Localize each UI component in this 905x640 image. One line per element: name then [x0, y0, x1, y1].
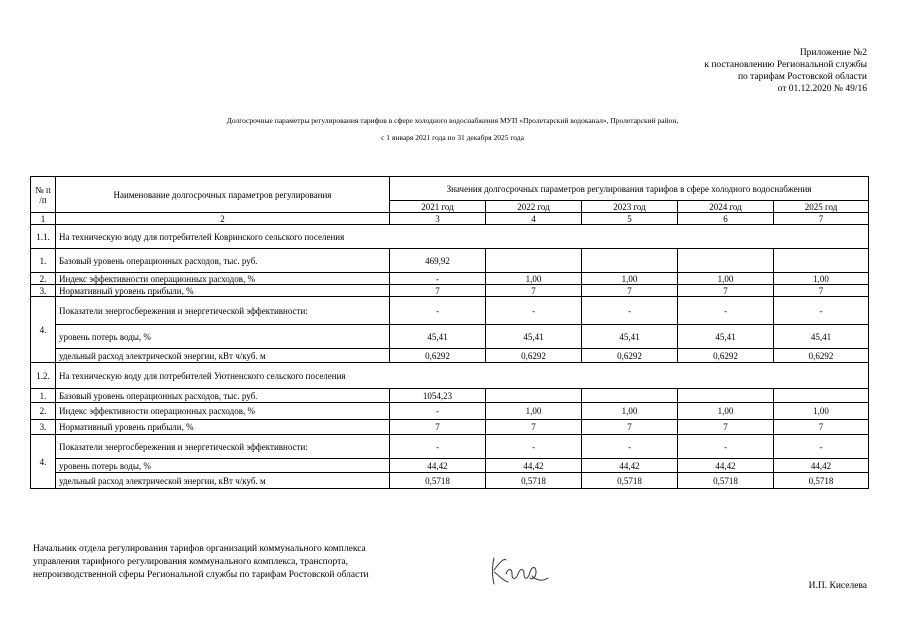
- row-num: 4.: [31, 297, 56, 363]
- appendix-line: Приложение №2: [799, 48, 867, 58]
- cell-value: 1,00: [486, 403, 582, 420]
- cell-value: [678, 249, 774, 273]
- parameters-table: [30, 176, 869, 489]
- row-name: Нормативный уровень прибыли, %: [56, 285, 390, 297]
- cell-value: 469,92: [390, 249, 486, 273]
- colnum: 6: [678, 213, 774, 225]
- cell-value: 7: [390, 285, 486, 297]
- cell-value: 0,5718: [390, 473, 486, 489]
- cell-value: 0,6292: [486, 349, 582, 363]
- cell-value: 7: [486, 420, 582, 435]
- cell-value: 44,42: [678, 459, 774, 473]
- row-name: Показатели энергосбережения и энергетической эффективности:: [56, 435, 390, 459]
- cell-value: 45,41: [678, 325, 774, 349]
- section-num: 1.1.: [31, 225, 56, 249]
- row-name: уровень потерь воды, %: [56, 325, 390, 349]
- colnum: 1: [31, 213, 56, 225]
- cell-value: 1,00: [582, 273, 678, 285]
- cell-value: 1,00: [678, 403, 774, 420]
- row-num: 1.: [31, 389, 56, 403]
- cell-value: 0,5718: [486, 473, 582, 489]
- cell-value: 7: [678, 420, 774, 435]
- cell-value: -: [582, 435, 678, 459]
- cell-value: 1,00: [774, 273, 869, 285]
- cell-value: 1,00: [486, 273, 582, 285]
- header-year: 2025 год: [774, 201, 869, 213]
- cell-value: -: [486, 435, 582, 459]
- row-num: 2.: [31, 273, 56, 285]
- cell-value: 0,5718: [678, 473, 774, 489]
- section-title: На техническую воду для потребителей Ковринского сельского поселения: [56, 225, 869, 249]
- cell-value: [582, 389, 678, 403]
- document-period: с 1 января 2021 года по 31 декабря 2025 года: [381, 133, 524, 142]
- appendix-line: к постановлению Региональной службы: [704, 60, 867, 70]
- header-year: 2021 год: [390, 201, 486, 213]
- row-name: Показатели энергосбережения и энергетической эффективности:: [56, 297, 390, 325]
- cell-value: 7: [774, 420, 869, 435]
- row-name: Нормативный уровень прибыли, %: [56, 420, 390, 435]
- cell-value: -: [390, 435, 486, 459]
- signatory-name: И.П. Киселева: [808, 581, 867, 591]
- cell-value: 44,42: [774, 459, 869, 473]
- cell-value: 44,42: [486, 459, 582, 473]
- cell-value: 1054,23: [390, 389, 486, 403]
- cell-value: 45,41: [774, 325, 869, 349]
- row-num: 4.: [31, 435, 56, 489]
- row-name: удельный расход электрической энергии, кВт ч/куб. м: [56, 473, 390, 489]
- cell-value: [774, 389, 869, 403]
- cell-value: 0,6292: [774, 349, 869, 363]
- cell-value: 0,5718: [774, 473, 869, 489]
- cell-value: 7: [582, 420, 678, 435]
- row-num: 3.: [31, 285, 56, 297]
- cell-value: -: [678, 435, 774, 459]
- cell-value: -: [390, 273, 486, 285]
- cell-value: -: [582, 297, 678, 325]
- row-name: уровень потерь воды, %: [56, 459, 390, 473]
- cell-value: [774, 249, 869, 273]
- header-year: 2023 год: [582, 201, 678, 213]
- section-title: На техническую воду для потребителей Уютненского сельского поселения: [56, 363, 869, 389]
- cell-value: 1,00: [678, 273, 774, 285]
- cell-value: -: [678, 297, 774, 325]
- row-name: удельный расход электрической энергии, кВт ч/куб. м: [56, 349, 390, 363]
- header-values: Значения долгосрочных параметров регулирования тарифов в сфере холодного водоснабжения: [390, 177, 869, 201]
- cell-value: 7: [486, 285, 582, 297]
- row-num: 2.: [31, 403, 56, 420]
- cell-value: 44,42: [390, 459, 486, 473]
- position-line: управления тарифного регулирования коммунального комплекса, транспорта,: [33, 557, 348, 567]
- cell-value: [582, 249, 678, 273]
- position-line: Начальник отдела регулирования тарифов организаций коммунального комплекса: [33, 544, 366, 554]
- cell-value: 7: [774, 285, 869, 297]
- row-name: Индекс эффективности операционных расходов, %: [56, 403, 390, 420]
- cell-value: 0,6292: [390, 349, 486, 363]
- cell-value: 1,00: [582, 403, 678, 420]
- colnum: 4: [486, 213, 582, 225]
- cell-value: 44,42: [582, 459, 678, 473]
- cell-value: -: [774, 435, 869, 459]
- cell-value: 7: [582, 285, 678, 297]
- cell-value: 7: [678, 285, 774, 297]
- position-line: непроизводственной сферы Региональной службы по тарифам Ростовской области: [33, 570, 369, 580]
- cell-value: [486, 249, 582, 273]
- row-name: Индекс эффективности операционных расходов, %: [56, 273, 390, 285]
- header-num: № п /п: [31, 177, 56, 213]
- colnum: 7: [774, 213, 869, 225]
- header-name: Наименование долгосрочных параметров регулирования: [56, 177, 390, 213]
- document-title: Долгосрочные параметры регулирования тарифов в сфере холодного водоснабжения МУП «Пролетарский водоканал», Пролетарский район,: [226, 116, 679, 125]
- cell-value: -: [390, 403, 486, 420]
- row-num: 1.: [31, 249, 56, 273]
- cell-value: 45,41: [582, 325, 678, 349]
- section-num: 1.2.: [31, 363, 56, 389]
- cell-value: -: [390, 297, 486, 325]
- header-year: 2024 год: [678, 201, 774, 213]
- cell-value: 0,5718: [582, 473, 678, 489]
- cell-value: 45,41: [390, 325, 486, 349]
- signatory-position: [33, 543, 369, 582]
- cell-value: -: [486, 297, 582, 325]
- cell-value: -: [774, 297, 869, 325]
- colnum: 5: [582, 213, 678, 225]
- handwritten-signature: [488, 552, 550, 588]
- colnum: 2: [56, 213, 390, 225]
- appendix-line: по тарифам Ростовской области: [737, 72, 867, 82]
- header-year: 2022 год: [486, 201, 582, 213]
- row-num: 3.: [31, 420, 56, 435]
- cell-value: 45,41: [486, 325, 582, 349]
- cell-value: 7: [390, 420, 486, 435]
- row-name: Базовый уровень операционных расходов, тыс. руб.: [56, 249, 390, 273]
- cell-value: 0,6292: [678, 349, 774, 363]
- cell-value: 0,6292: [582, 349, 678, 363]
- appendix-header: [704, 47, 867, 95]
- cell-value: 1,00: [774, 403, 869, 420]
- appendix-line: от 01.12.2020 № 49/16: [777, 84, 867, 94]
- cell-value: [486, 389, 582, 403]
- row-name: Базовый уровень операционных расходов, тыс. руб.: [56, 389, 390, 403]
- colnum: 3: [390, 213, 486, 225]
- cell-value: [678, 389, 774, 403]
